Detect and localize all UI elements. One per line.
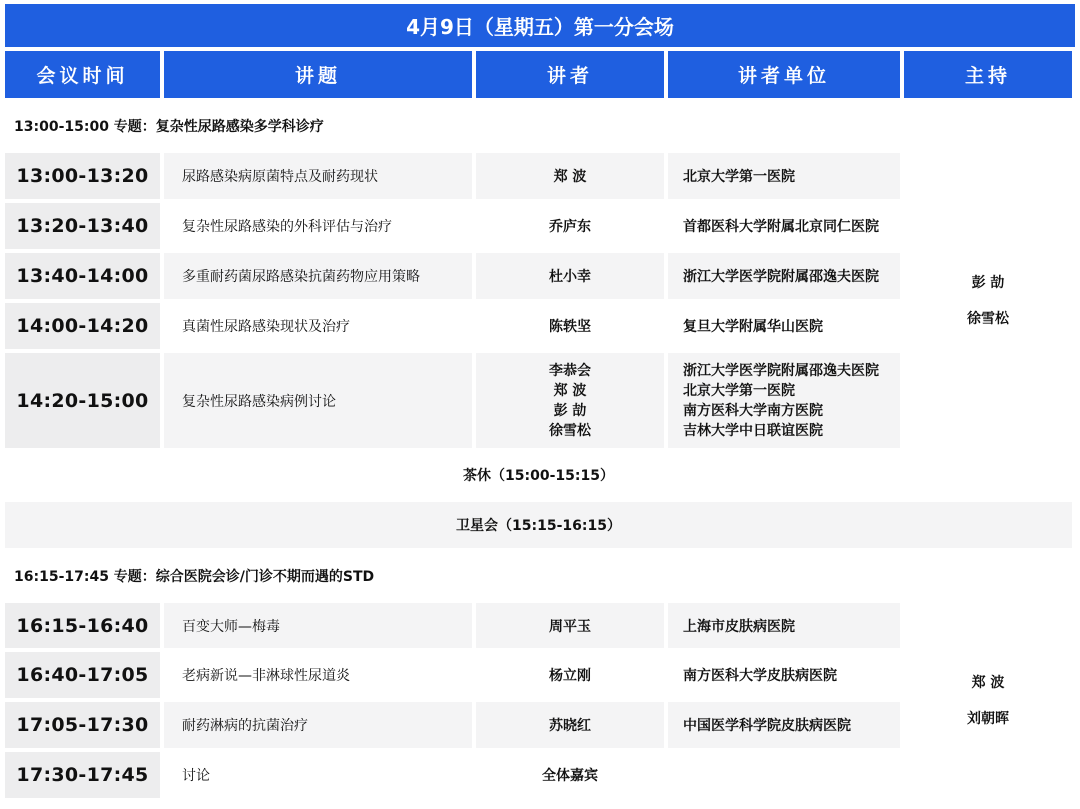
session-label: 16:15-17:45 专题：综合医院会诊/门诊不期而遇的STD bbox=[5, 553, 1072, 599]
time-cell: 17:05-17:30 bbox=[5, 702, 160, 748]
host-name: 刘朝晖 bbox=[967, 710, 1009, 727]
topic-cell: 耐药淋病的抗菌治疗 bbox=[164, 702, 472, 748]
host-name: 彭 劼 bbox=[971, 274, 1005, 291]
unit-name: 南方医科大学南方医院 bbox=[683, 402, 823, 419]
unit-cell: 浙江大学医学院附属邵逸夫医院 bbox=[668, 253, 900, 299]
speaker-list bbox=[476, 353, 664, 448]
time-cell: 16:15-16:40 bbox=[5, 603, 160, 648]
topic-cell: 讨论 bbox=[164, 752, 472, 798]
unit-cell: 南方医科大学皮肤病医院 bbox=[668, 652, 900, 698]
speaker-cell: 全体嘉宾 bbox=[476, 752, 664, 798]
host-cell bbox=[904, 603, 1072, 798]
satellite-row: 卫星会（15:15-16:15） bbox=[5, 502, 1072, 548]
unit-list bbox=[668, 353, 900, 448]
time-cell: 13:40-14:00 bbox=[5, 253, 160, 299]
topic-cell: 复杂性尿路感染的外科评估与治疗 bbox=[164, 203, 472, 249]
speaker-cell: 陈轶坚 bbox=[476, 303, 664, 349]
header-speaker: 讲者 bbox=[476, 51, 664, 98]
time-cell: 16:40-17:05 bbox=[5, 652, 160, 698]
tea-break-row: 茶休（15:00-15:15） bbox=[5, 452, 1072, 498]
speaker-name: 徐雪松 bbox=[549, 422, 591, 439]
session-label: 13:00-15:00 专题：复杂性尿路感染多学科诊疗 bbox=[5, 103, 1072, 149]
unit-cell: 中国医学科学院皮肤病医院 bbox=[668, 702, 900, 748]
host-name: 徐雪松 bbox=[967, 310, 1009, 327]
topic-cell: 多重耐药菌尿路感染抗菌药物应用策略 bbox=[164, 253, 472, 299]
header-topic: 讲题 bbox=[164, 51, 472, 98]
time-cell: 14:00-14:20 bbox=[5, 303, 160, 349]
unit-cell: 北京大学第一医院 bbox=[668, 153, 900, 199]
unit-cell: 首都医科大学附属北京同仁医院 bbox=[668, 203, 900, 249]
page-title: 4月9日（星期五）第一分会场 bbox=[5, 4, 1075, 47]
topic-cell: 老病新说—非淋球性尿道炎 bbox=[164, 652, 472, 698]
header-unit: 讲者单位 bbox=[668, 51, 900, 98]
header-time: 会议时间 bbox=[5, 51, 160, 98]
speaker-cell: 苏晓红 bbox=[476, 702, 664, 748]
speaker-name: 郑 波 bbox=[553, 382, 587, 399]
unit-cell: 上海市皮肤病医院 bbox=[668, 603, 900, 648]
time-cell: 14:20-15:00 bbox=[5, 353, 160, 448]
speaker-name: 彭 劼 bbox=[553, 402, 587, 419]
topic-cell: 真菌性尿路感染现状及治疗 bbox=[164, 303, 472, 349]
unit-name: 浙江大学医学院附属邵逸夫医院 bbox=[683, 362, 879, 379]
topic-cell: 百变大师—梅毒 bbox=[164, 603, 472, 648]
host-cell bbox=[904, 153, 1072, 448]
time-cell: 13:00-13:20 bbox=[5, 153, 160, 199]
unit-name: 北京大学第一医院 bbox=[683, 382, 795, 399]
time-cell: 17:30-17:45 bbox=[5, 752, 160, 798]
topic-cell: 复杂性尿路感染病例讨论 bbox=[164, 353, 472, 448]
unit-name: 吉林大学中日联谊医院 bbox=[683, 422, 823, 439]
host-name: 郑 波 bbox=[971, 674, 1005, 691]
header-host: 主持 bbox=[904, 51, 1072, 98]
speaker-cell: 乔庐东 bbox=[476, 203, 664, 249]
speaker-name: 李恭会 bbox=[549, 362, 591, 379]
time-cell: 13:20-13:40 bbox=[5, 203, 160, 249]
speaker-cell: 郑 波 bbox=[476, 153, 664, 199]
topic-cell: 尿路感染病原菌特点及耐药现状 bbox=[164, 153, 472, 199]
speaker-cell: 杨立刚 bbox=[476, 652, 664, 698]
unit-cell bbox=[668, 752, 900, 798]
speaker-cell: 周平玉 bbox=[476, 603, 664, 648]
speaker-cell: 杜小幸 bbox=[476, 253, 664, 299]
unit-cell: 复旦大学附属华山医院 bbox=[668, 303, 900, 349]
